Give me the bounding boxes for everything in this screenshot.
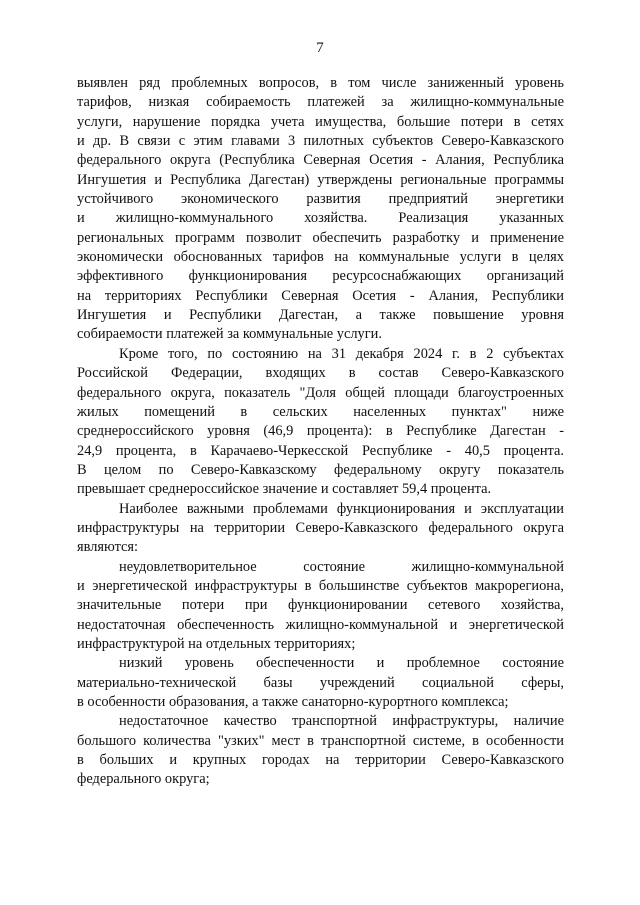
- text-line: и энергетической инфраструктуры в большинстве субъектов макрорегиона,: [77, 577, 564, 594]
- text-line: в больших и крупных городах на территории Северо-Кавказского: [77, 752, 564, 769]
- page-number: 7: [316, 40, 324, 56]
- text-line: услуги, нарушение порядка учета имущества, большие потери в сетях: [77, 113, 564, 130]
- text-line: Наиболее важными проблемами функционирования и эксплуатации: [119, 500, 564, 517]
- text-line: Ингушетия и Республика Дагестан) утверждены региональные программы: [77, 171, 564, 188]
- text-line: Ингушетия и Республики Дагестан, а также повышение уровня: [77, 307, 564, 324]
- text-line: В целом по Северо-Кавказскому федеральному округу показатель: [77, 461, 564, 478]
- text-line: инфраструктурой на отдельных территориях;: [77, 635, 356, 652]
- list-item: [77, 712, 564, 789]
- list-item: [77, 558, 564, 655]
- paragraph: [77, 345, 564, 500]
- text-line: эффективного функционирования ресурсоснабжающих организаций: [77, 268, 564, 285]
- text-line: федерального округа, показатель "Доля общей площади благоустроенных: [77, 384, 564, 401]
- text-line: на территориях Республики Северная Осетия - Алания, Республики: [77, 287, 564, 304]
- text-line: и др. В связи с этим главами 3 пилотных субъектов Северо-Кавказского: [77, 133, 564, 150]
- text-line: большого количества "узких" мест в транспортной системе, в особенности: [77, 732, 564, 749]
- text-line: среднероссийского уровня (46,9 процента): в Республике Дагестан -: [77, 423, 564, 440]
- text-line: инфраструктуры на территории Северо-Кавказского федерального округа: [77, 519, 564, 536]
- text-line: 24,9 процента, в Карачаево-Черкесской Республике - 40,5 процента.: [77, 442, 564, 459]
- list-item: [77, 654, 564, 712]
- paragraph: [77, 74, 564, 345]
- text-line: превышает среднероссийское значение и составляет 59,4 процента.: [77, 481, 492, 498]
- text-line: значительные потери при функционировании сетевого хозяйства,: [77, 597, 564, 614]
- body-text: [77, 74, 564, 790]
- text-line: низкий уровень обеспеченности и проблемное состояние: [119, 655, 564, 672]
- paragraph: [77, 500, 564, 558]
- text-line: федерального округа;: [77, 771, 210, 788]
- text-line: жилых помещений в сельских населенных пунктах" ниже: [77, 403, 564, 420]
- text-line: Российской Федерации, входящих в состав Северо-Кавказского: [77, 365, 564, 382]
- text-line: Кроме того, по состоянию на 31 декабря 2024 г. в 2 субъектах: [119, 345, 564, 362]
- text-line: тарифов, низкая собираемость платежей за жилищно-коммунальные: [77, 94, 564, 111]
- text-line: выявлен ряд проблемных вопросов, в том числе заниженный уровень: [77, 75, 564, 91]
- text-line: устойчивого экономического развития предприятий энергетики: [77, 191, 564, 208]
- text-line: неудовлетворительное состояние жилищно-коммунальной: [119, 558, 564, 575]
- text-line: федерального округа (Республика Северная Осетия - Алания, Республика: [77, 152, 564, 169]
- text-line: и жилищно-коммунального хозяйства. Реализация указанных: [77, 210, 564, 227]
- text-line: недостаточная обеспеченность жилищно-коммунальной и энергетической: [77, 616, 564, 633]
- text-line: материально-технической базы учреждений социальной сферы,: [77, 674, 564, 691]
- text-line: в особенности образования, а также санаторно-курортного комплекса;: [77, 694, 509, 710]
- text-line: собираемости платежей за коммунальные услуги.: [77, 326, 382, 343]
- text-line: региональных программ позволит обеспечить разработку и применение: [77, 229, 564, 246]
- text-line: экономически обоснованных тарифов на коммунальные услуги в целях: [77, 249, 564, 266]
- text-line: являются:: [77, 539, 139, 556]
- text-line: недостаточное качество транспортной инфраструктуры, наличие: [119, 713, 564, 730]
